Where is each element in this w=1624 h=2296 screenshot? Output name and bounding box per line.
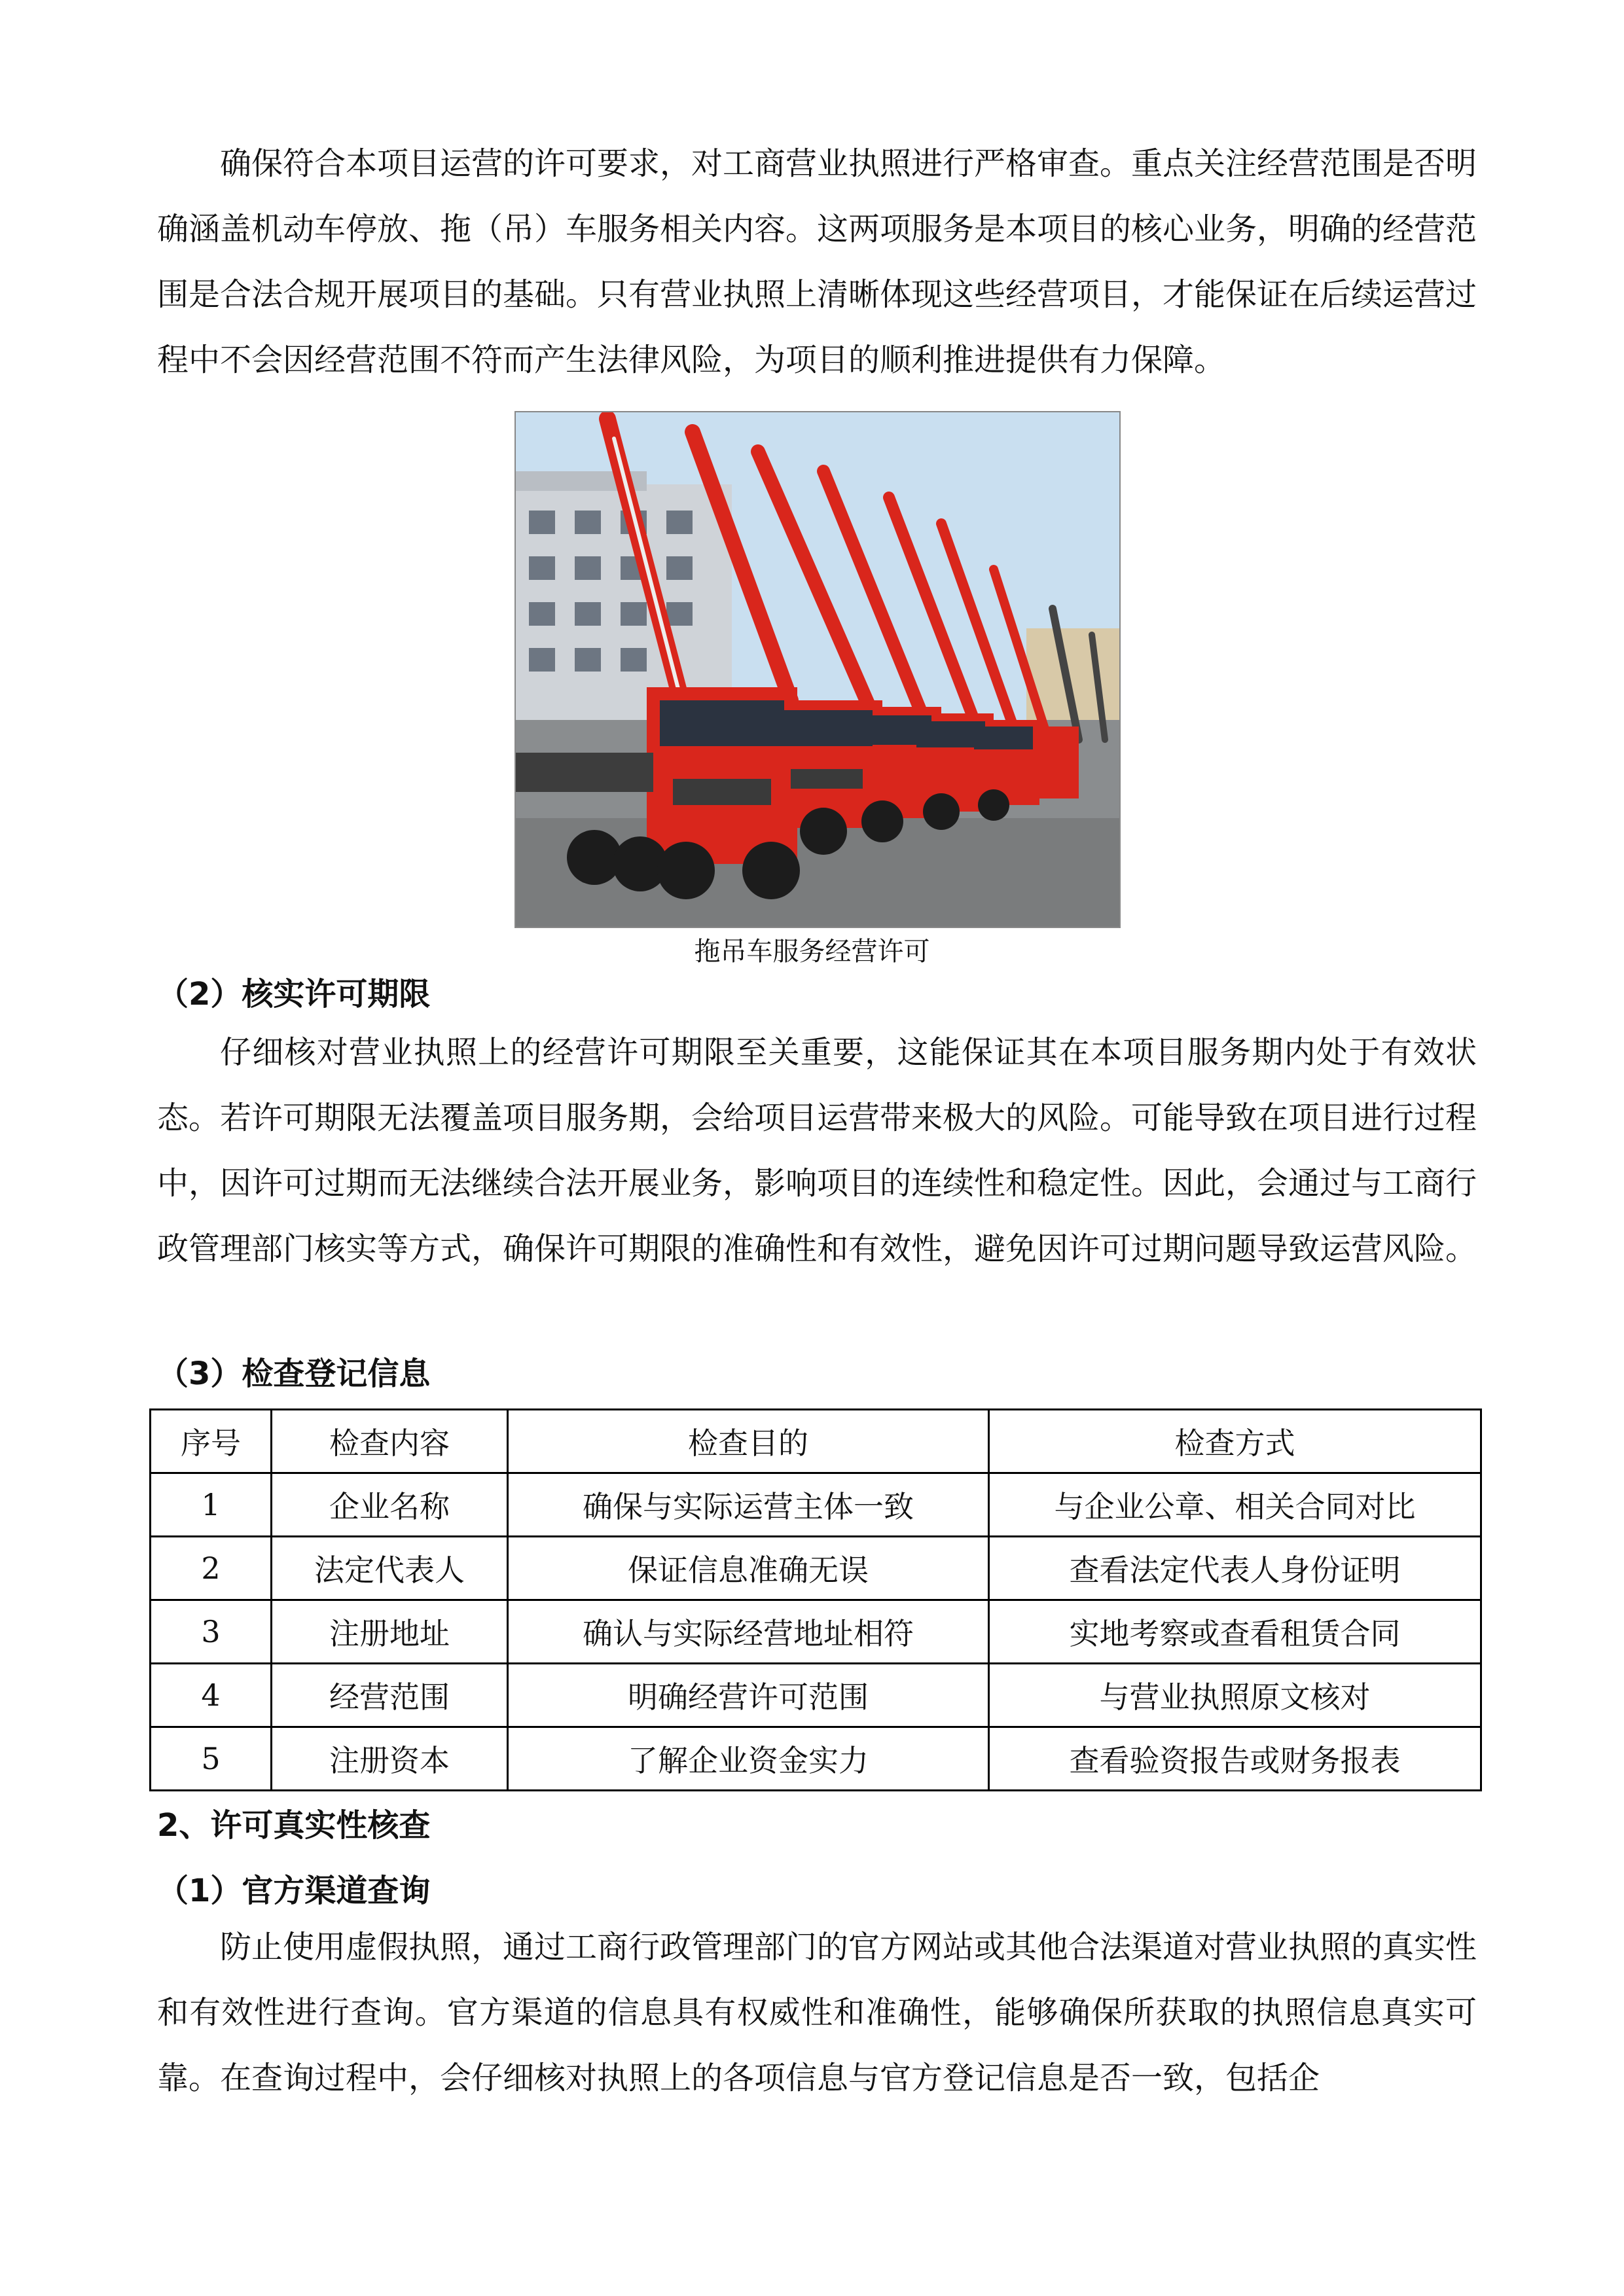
cell-content: 注册地址: [272, 1600, 508, 1664]
table-row: [151, 1664, 1481, 1727]
cell-purpose: 明确经营许可范围: [508, 1664, 989, 1727]
crane-truck-photo: [514, 411, 1121, 928]
heading-check-registration: （3）检查登记信息: [157, 1355, 431, 1392]
cell-content: 企业名称: [272, 1473, 508, 1537]
cell-content: 经营范围: [272, 1664, 508, 1727]
cell-index: 3: [151, 1600, 272, 1664]
heading-verify-period: （2）核实许可期限: [157, 976, 431, 1013]
cell-purpose: 确保与实际运营主体一致: [508, 1473, 989, 1537]
cell-method: 查看验资报告或财务报表: [989, 1727, 1481, 1791]
header-content: 检查内容: [272, 1410, 508, 1473]
header-index: 序号: [151, 1410, 272, 1473]
cell-content: 注册资本: [272, 1727, 508, 1791]
table-row: [151, 1473, 1481, 1537]
registration-check-table: [149, 1408, 1482, 1791]
cell-method: 查看法定代表人身份证明: [989, 1537, 1481, 1600]
heading-authenticity-check: 2、许可真实性核查: [157, 1807, 431, 1844]
cell-index: 1: [151, 1473, 272, 1537]
table-row: [151, 1727, 1481, 1791]
crane-truck-illustration: [516, 412, 1119, 927]
table-row: [151, 1537, 1481, 1600]
cell-index: 5: [151, 1727, 272, 1791]
header-purpose: 检查目的: [508, 1410, 989, 1473]
cell-purpose: 保证信息准确无误: [508, 1537, 989, 1600]
table-header-row: [151, 1410, 1481, 1473]
table-row: [151, 1600, 1481, 1664]
paragraph-official-query: 防止使用虚假执照，通过工商行政管理部门的官方网站或其他合法渠道对营业执照的真实性和有效性进行查询。官方渠道的信息具有权威性和准确性，能够确保所获取的执照信息真实可靠。在查询过程中，会仔细核对执照上的各项信息与官方登记信息是否一致，包括企: [157, 1929, 1477, 2096]
cell-index: 4: [151, 1664, 272, 1727]
cell-method: 与营业执照原文核对: [989, 1664, 1481, 1727]
cell-purpose: 确认与实际经营地址相符: [508, 1600, 989, 1664]
cell-content: 法定代表人: [272, 1537, 508, 1600]
figure-caption: 拖吊车服务经营许可: [694, 937, 930, 967]
paragraph-business-scope: 确保符合本项目运营的许可要求，对工商营业执照进行严格审查。重点关注经营范围是否明确涵盖机动车停放、拖（吊）车服务相关内容。这两项服务是本项目的核心业务，明确的经营范围是合法合规开展项目的基础。只有营业执照上清晰体现这些经营项目，才能保证在后续运营过程中不会因经营范围不符而产生法律风险，为项目的顺利推进提供有力保障。: [157, 145, 1477, 378]
header-method: 检查方式: [989, 1410, 1481, 1473]
cell-method: 与企业公章、相关合同对比: [989, 1473, 1481, 1537]
cell-index: 2: [151, 1537, 272, 1600]
cell-purpose: 了解企业资金实力: [508, 1727, 989, 1791]
heading-official-channel: （1）官方渠道查询: [157, 1873, 431, 1909]
cell-method: 实地考察或查看租赁合同: [989, 1600, 1481, 1664]
paragraph-license-period: 仔细核对营业执照上的经营许可期限至关重要，这能保证其在本项目服务期内处于有效状态。若许可期限无法覆盖项目服务期，会给项目运营带来极大的风险。可能导致在项目进行过程中，因许可过期而无法继续合法开展业务，影响项目的连续性和稳定性。因此，会通过与工商行政管理部门核实等方式，确保许可期限的准确性和有效性，避免因许可过期问题导致运营风险。: [157, 1034, 1477, 1267]
